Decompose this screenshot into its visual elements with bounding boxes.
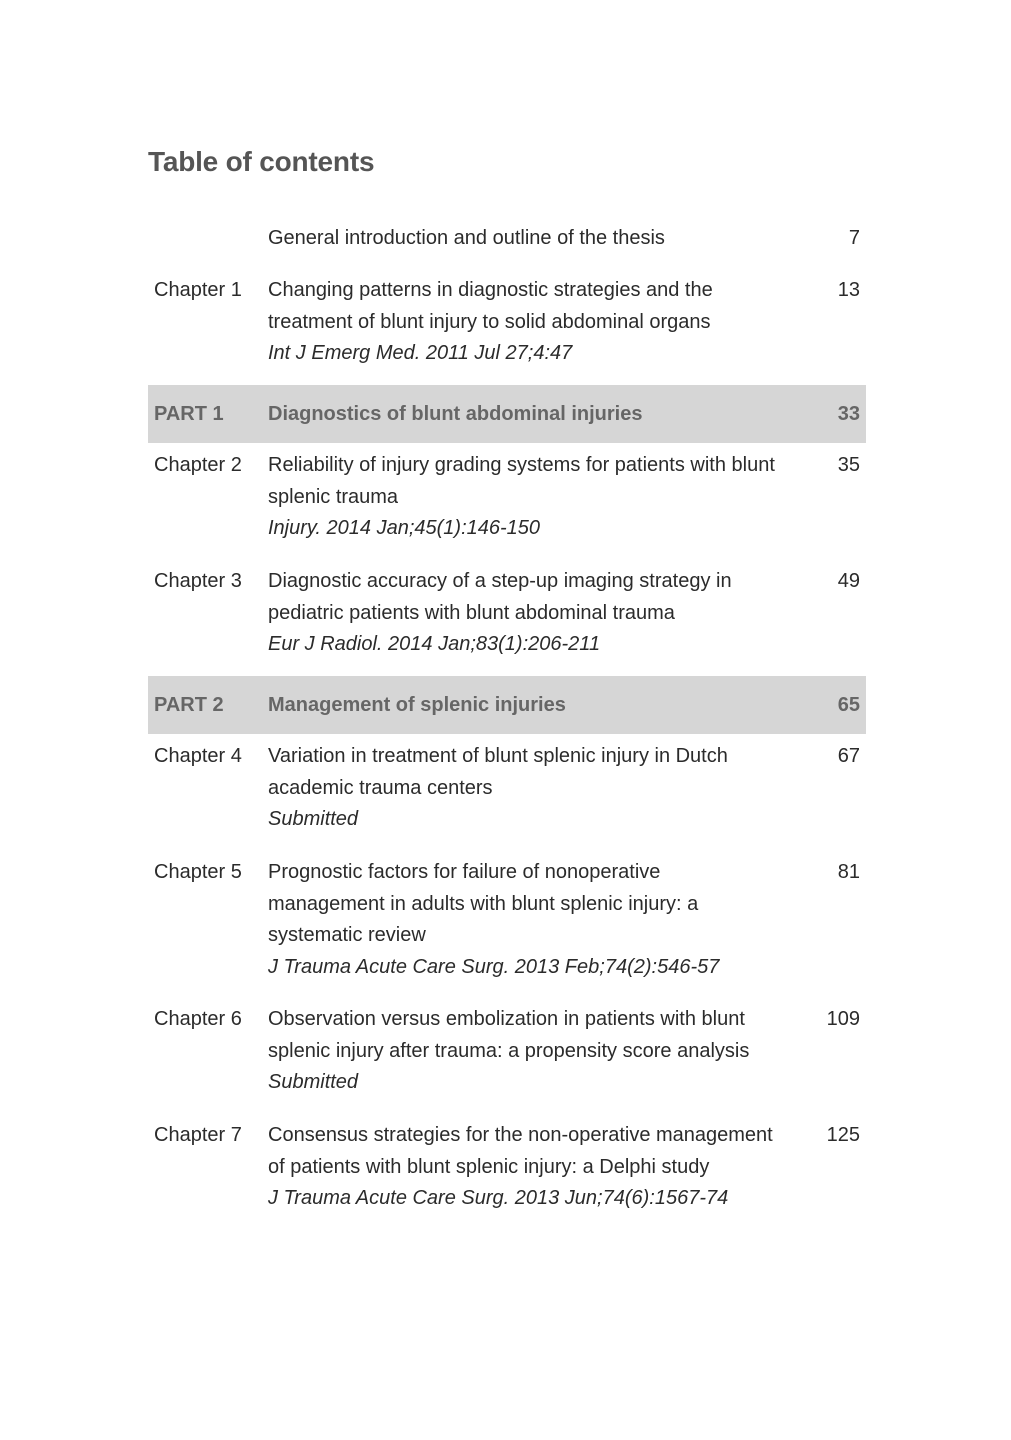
publication-reference: Int J Emerg Med. 2011 Jul 27;4:47 bbox=[268, 342, 573, 365]
chapter-label: Chapter 6 bbox=[154, 1008, 242, 1030]
toc-entry-chapter-5[interactable] bbox=[148, 857, 866, 985]
entry-title bbox=[268, 275, 828, 370]
entry-page: 49 bbox=[837, 570, 860, 592]
title-line: Changing patterns in diagnostic strategies and the bbox=[268, 279, 713, 301]
toc-entry-chapter-2[interactable] bbox=[148, 450, 866, 546]
title-line: splenic injury after trauma: a propensity score analysis bbox=[268, 1039, 750, 1062]
entry-title: General introduction and outline of the thesis bbox=[268, 227, 665, 249]
title-line: pediatric patients with blunt abdominal trauma bbox=[268, 601, 675, 624]
entry-page: 109 bbox=[826, 1008, 860, 1030]
entry-page: 125 bbox=[826, 1124, 860, 1146]
title-line: Observation versus embolization in patients with blunt bbox=[268, 1008, 745, 1030]
entry-title bbox=[268, 857, 828, 984]
publication-reference: Eur J Radiol. 2014 Jan;83(1):206-211 bbox=[268, 633, 601, 656]
publication-reference: Submitted bbox=[268, 1071, 359, 1094]
entry-title bbox=[268, 1120, 828, 1215]
entry-title bbox=[268, 450, 828, 545]
entry-title bbox=[268, 741, 828, 836]
page-title: Table of contents bbox=[148, 146, 375, 177]
chapter-label: Chapter 7 bbox=[154, 1124, 242, 1146]
publication-reference: J Trauma Acute Care Surg. 2013 Jun;74(6):1567-74 bbox=[268, 1187, 729, 1210]
title-line: treatment of blunt injury to solid abdominal organs bbox=[268, 310, 711, 333]
part-title: Diagnostics of blunt abdominal injuries bbox=[268, 403, 643, 425]
entry-page: 81 bbox=[837, 861, 860, 883]
part-page: 33 bbox=[837, 403, 860, 425]
entry-page: 35 bbox=[837, 454, 860, 476]
title-line: academic trauma centers bbox=[268, 776, 493, 799]
part-title: Management of splenic injuries bbox=[268, 694, 566, 716]
entry-title bbox=[268, 1004, 828, 1099]
publication-reference: Submitted bbox=[268, 808, 359, 831]
publication-reference: Injury. 2014 Jan;45(1):146-150 bbox=[268, 517, 541, 540]
chapter-label: Chapter 5 bbox=[154, 861, 242, 883]
chapter-label: Chapter 2 bbox=[154, 454, 242, 476]
chapter-label: Chapter 3 bbox=[154, 570, 242, 592]
title-line: systematic review bbox=[268, 924, 426, 947]
title-line: Prognostic factors for failure of nonoperative bbox=[268, 861, 661, 883]
toc-entry-chapter-3[interactable] bbox=[148, 566, 866, 662]
part-label: PART 2 bbox=[154, 694, 224, 716]
toc-entry-intro[interactable] bbox=[148, 223, 866, 255]
part-label: PART 1 bbox=[154, 403, 224, 425]
toc-part-2[interactable] bbox=[148, 676, 866, 734]
entry-page: 7 bbox=[848, 227, 860, 249]
title-line: splenic trauma bbox=[268, 485, 399, 508]
chapter-label: Chapter 1 bbox=[154, 279, 242, 301]
title-line: Consensus strategies for the non-operative management bbox=[268, 1124, 773, 1146]
entry-page: 13 bbox=[837, 279, 860, 301]
chapter-label: Chapter 4 bbox=[154, 745, 242, 767]
title-line: of patients with blunt splenic injury: a Delphi study bbox=[268, 1155, 710, 1178]
publication-reference: J Trauma Acute Care Surg. 2013 Feb;74(2):546-57 bbox=[268, 956, 720, 979]
toc-entry-chapter-1[interactable] bbox=[148, 275, 866, 371]
toc-entry-chapter-7[interactable] bbox=[148, 1120, 866, 1216]
title-line: Diagnostic accuracy of a step-up imaging strategy in bbox=[268, 570, 732, 592]
title-line: Reliability of injury grading systems for patients with blunt bbox=[268, 454, 775, 476]
part-page: 65 bbox=[837, 694, 860, 716]
entry-page: 67 bbox=[837, 745, 860, 767]
entry-title bbox=[268, 566, 828, 661]
title-line: management in adults with blunt splenic injury: a bbox=[268, 892, 699, 915]
toc-entry-chapter-4[interactable] bbox=[148, 741, 866, 837]
toc-part-1[interactable] bbox=[148, 385, 866, 443]
title-line: Variation in treatment of blunt splenic injury in Dutch bbox=[268, 745, 728, 767]
toc-entry-chapter-6[interactable] bbox=[148, 1004, 866, 1100]
